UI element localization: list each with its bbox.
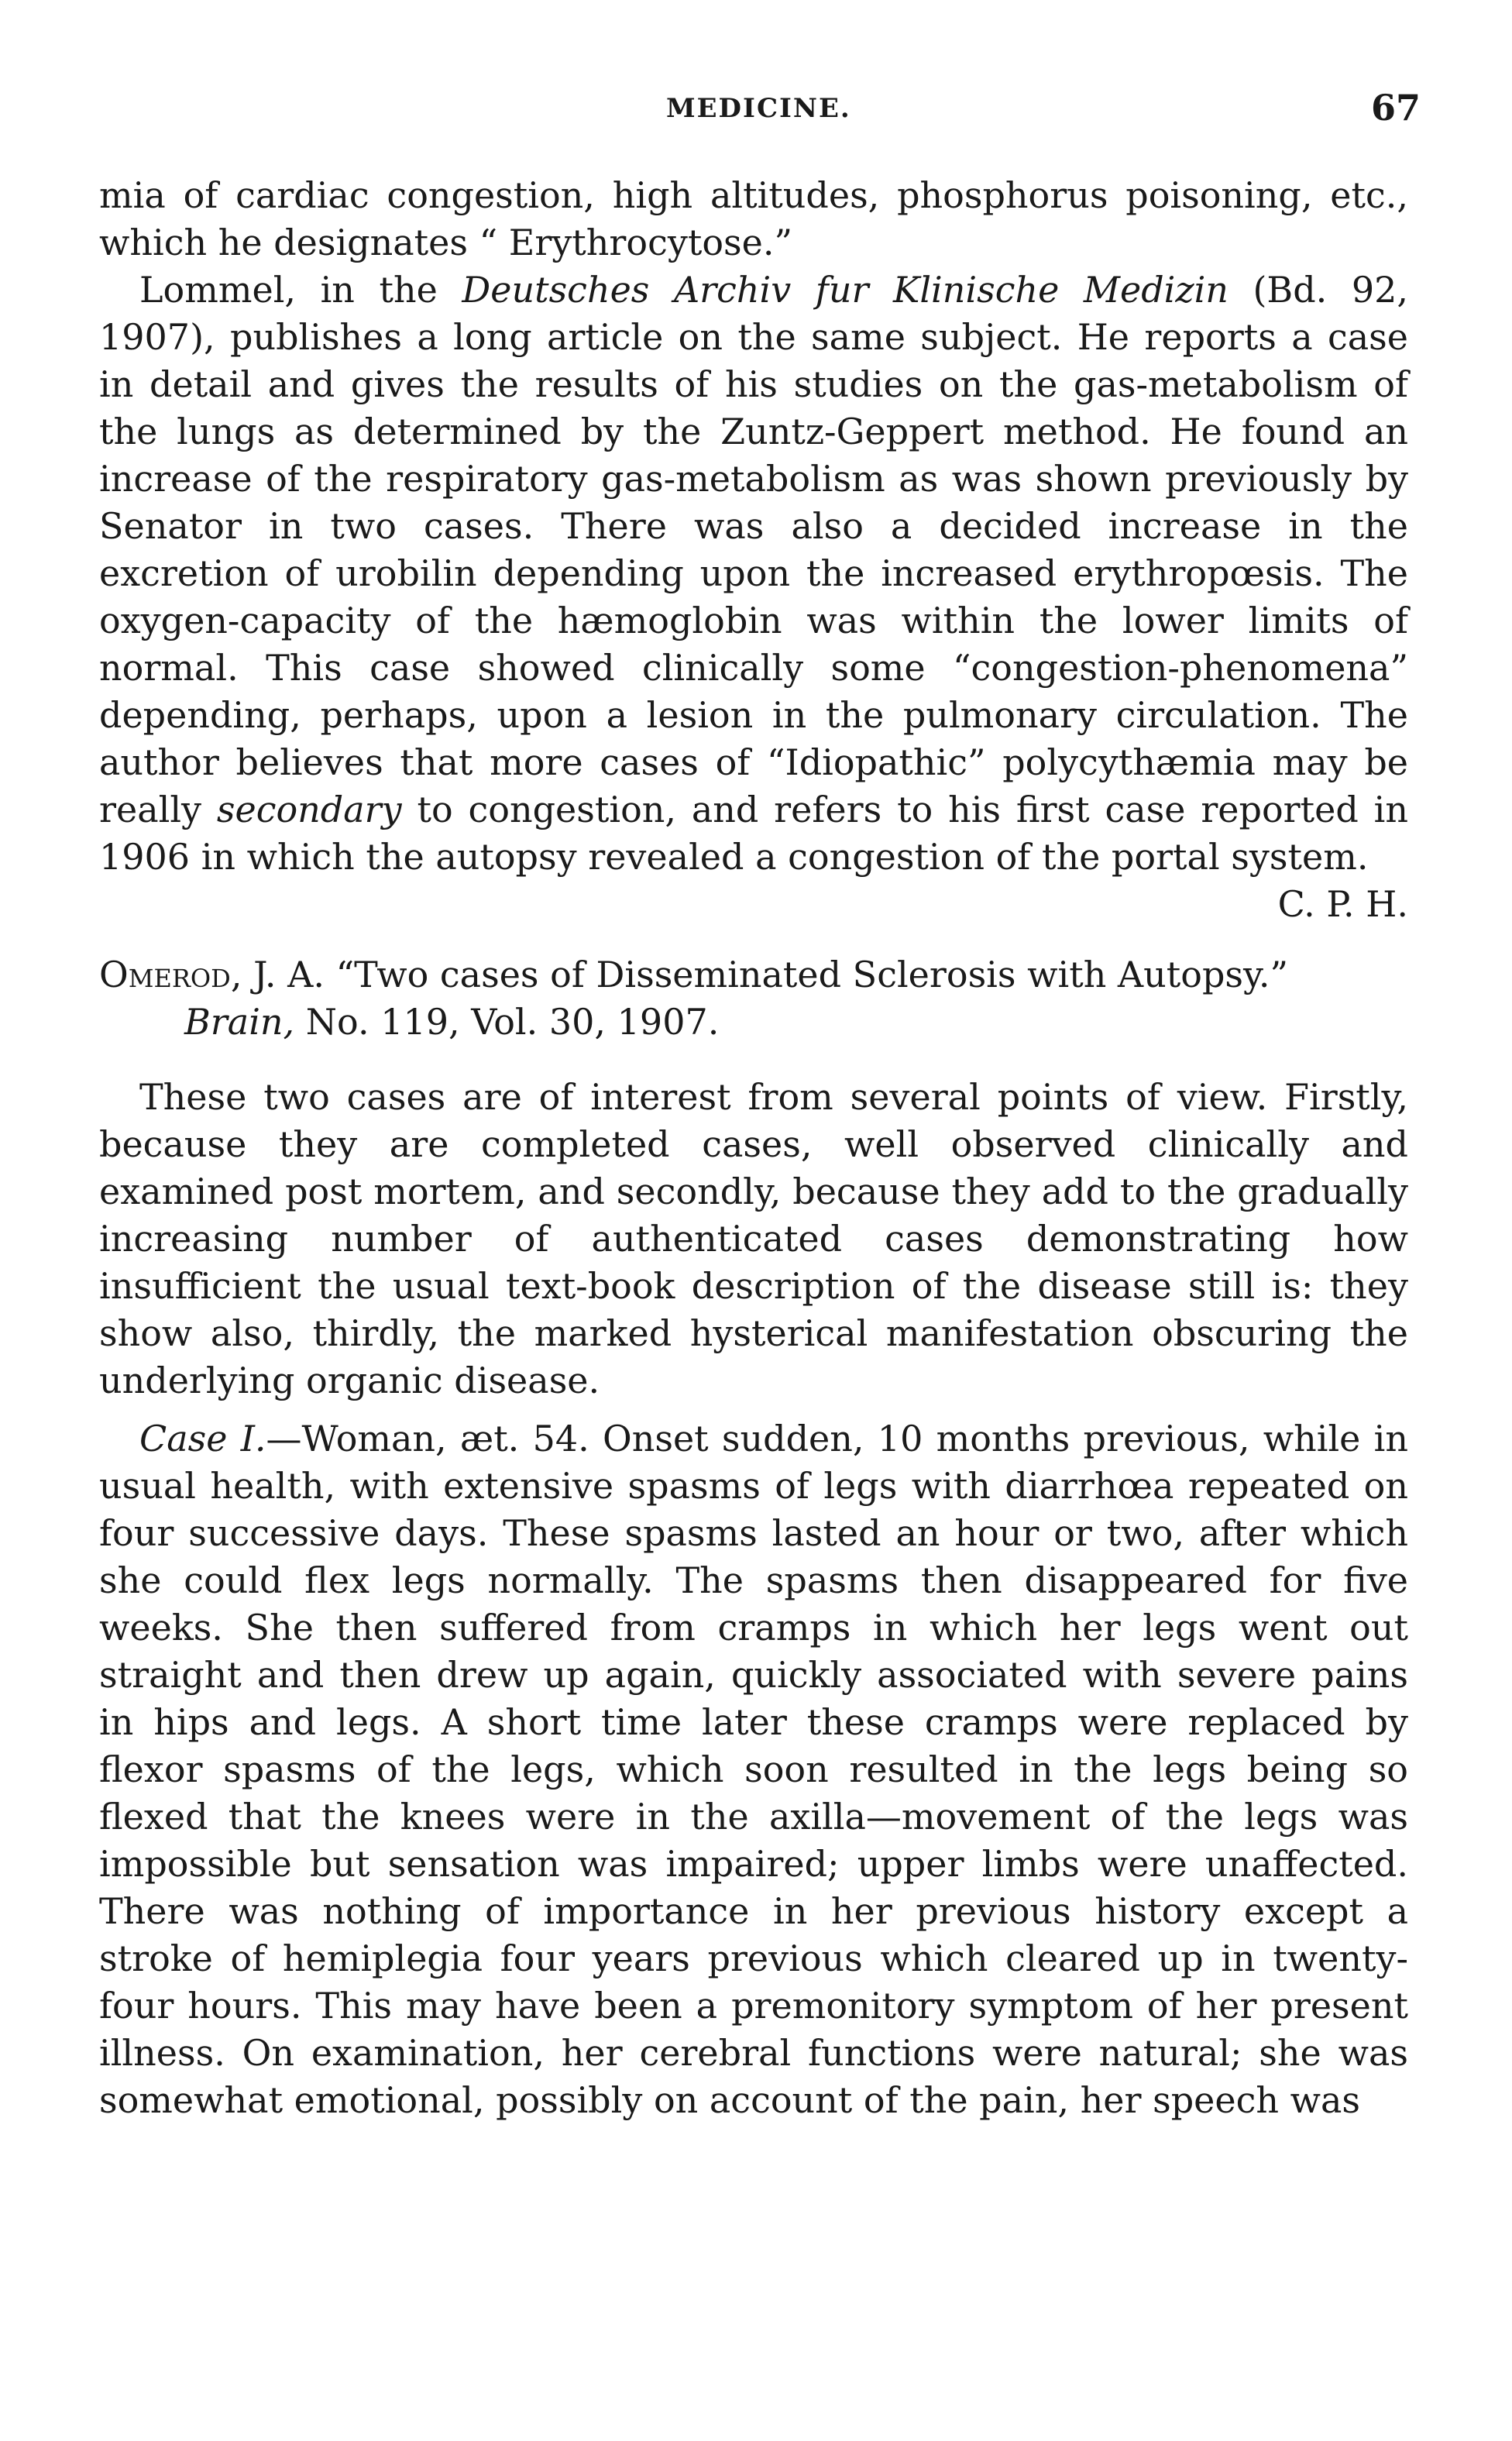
lommel-intro: Lommel, in the xyxy=(139,269,462,311)
case-label: Case I. xyxy=(139,1418,266,1459)
paragraph-continuation: mia of cardiac congestion, high altitudes, phosphorus poisoning, etc., which he designates “ Erythrocytose.” xyxy=(99,174,1408,263)
reference-details: No. 119, Vol. 30, 1907. xyxy=(294,1001,720,1043)
body-text xyxy=(99,172,1408,2124)
reference-source-line xyxy=(99,999,1408,1046)
reference-title-line xyxy=(99,951,1408,999)
running-title: MEDICINE. xyxy=(666,93,851,124)
reference-article-title: “Two cases of Disseminated Sclerosis with Autopsy.” xyxy=(325,954,1289,995)
lommel-conclusion: to congestion, and refers to his first case reported in 1906 in which the autopsy revealed a congestion of the portal system. xyxy=(99,789,1408,878)
running-head xyxy=(0,87,1512,139)
author-initials: C. P. H. xyxy=(1277,883,1408,925)
emphasis-secondary: secondary xyxy=(216,789,402,830)
reference-entry xyxy=(99,951,1408,1046)
case-text: —Woman, æt. 54. Onset sudden, 10 months previous, while in usual health, with extensive spasms of legs with diarrhœa repeated on four successive days. These spasms lasted an hour or two, after which she could flex legs normally. The spasms then disappeared for five weeks. She then suffered from cramps in which her legs went out straight and then drew up again, quickly associated with severe pains in hips and legs. A short time later these cramps were replaced by flexor spasms of the legs, which soon resulted in the legs being so flexed that the knees were in the axilla—movement of the legs was impossible but sensation was impaired; upper limbs were unaffected. There was nothing of importance in her previous history except a stroke of hemiplegia four years previous which cleared up in twenty-four hours. This may have been a premonitory symptom of her present illness. On examination, her cerebral functions were natural; she was somewhat emotional, possibly on account of the pain, her speech was xyxy=(99,1418,1408,2121)
case-paragraph xyxy=(99,1415,1408,2124)
paragraph-lommel xyxy=(99,266,1408,881)
reference-journal: Brain, xyxy=(184,1001,295,1043)
lommel-body: (Bd. 92, 1907), publishes a long article on the same subject. He reports a case in detail and gives the results of his studies on the gas-metabolism of the lungs as determined by the Zuntz-Geppert method. He found an increase of the respiratory gas-metabolism as was shown previously by Senator in two cases. There was also a decided increase in the excretion of urobilin depending upon the increased erythropœsis. The oxygen-capacity of the hæmoglobin was within the lower limits of normal. This case showed clinically some “congestion-phenomena” depending, perhaps, upon a lesion in the pulmonary circulation. The author believes that more cases of “Idiopathic” polycythæmia may be really xyxy=(99,269,1409,830)
reference-author: Omerod, J. A. xyxy=(99,954,325,995)
journal-title: Deutsches Archiv fur Klinische Medizin xyxy=(462,269,1228,311)
page-number: 67 xyxy=(1370,87,1421,129)
abstract-paragraph: These two cases are of interest from several points of view. Firstly, because they are completed cases, well observed clinically and examined post mortem, and secondly, because they add to the gradually increasing number of authenticated cases demonstrating how insufficient the usual text-book description of the disease still is: they show also, thirdly, the marked hysterical manifestation obscuring the underlying organic disease. xyxy=(99,1076,1408,1401)
